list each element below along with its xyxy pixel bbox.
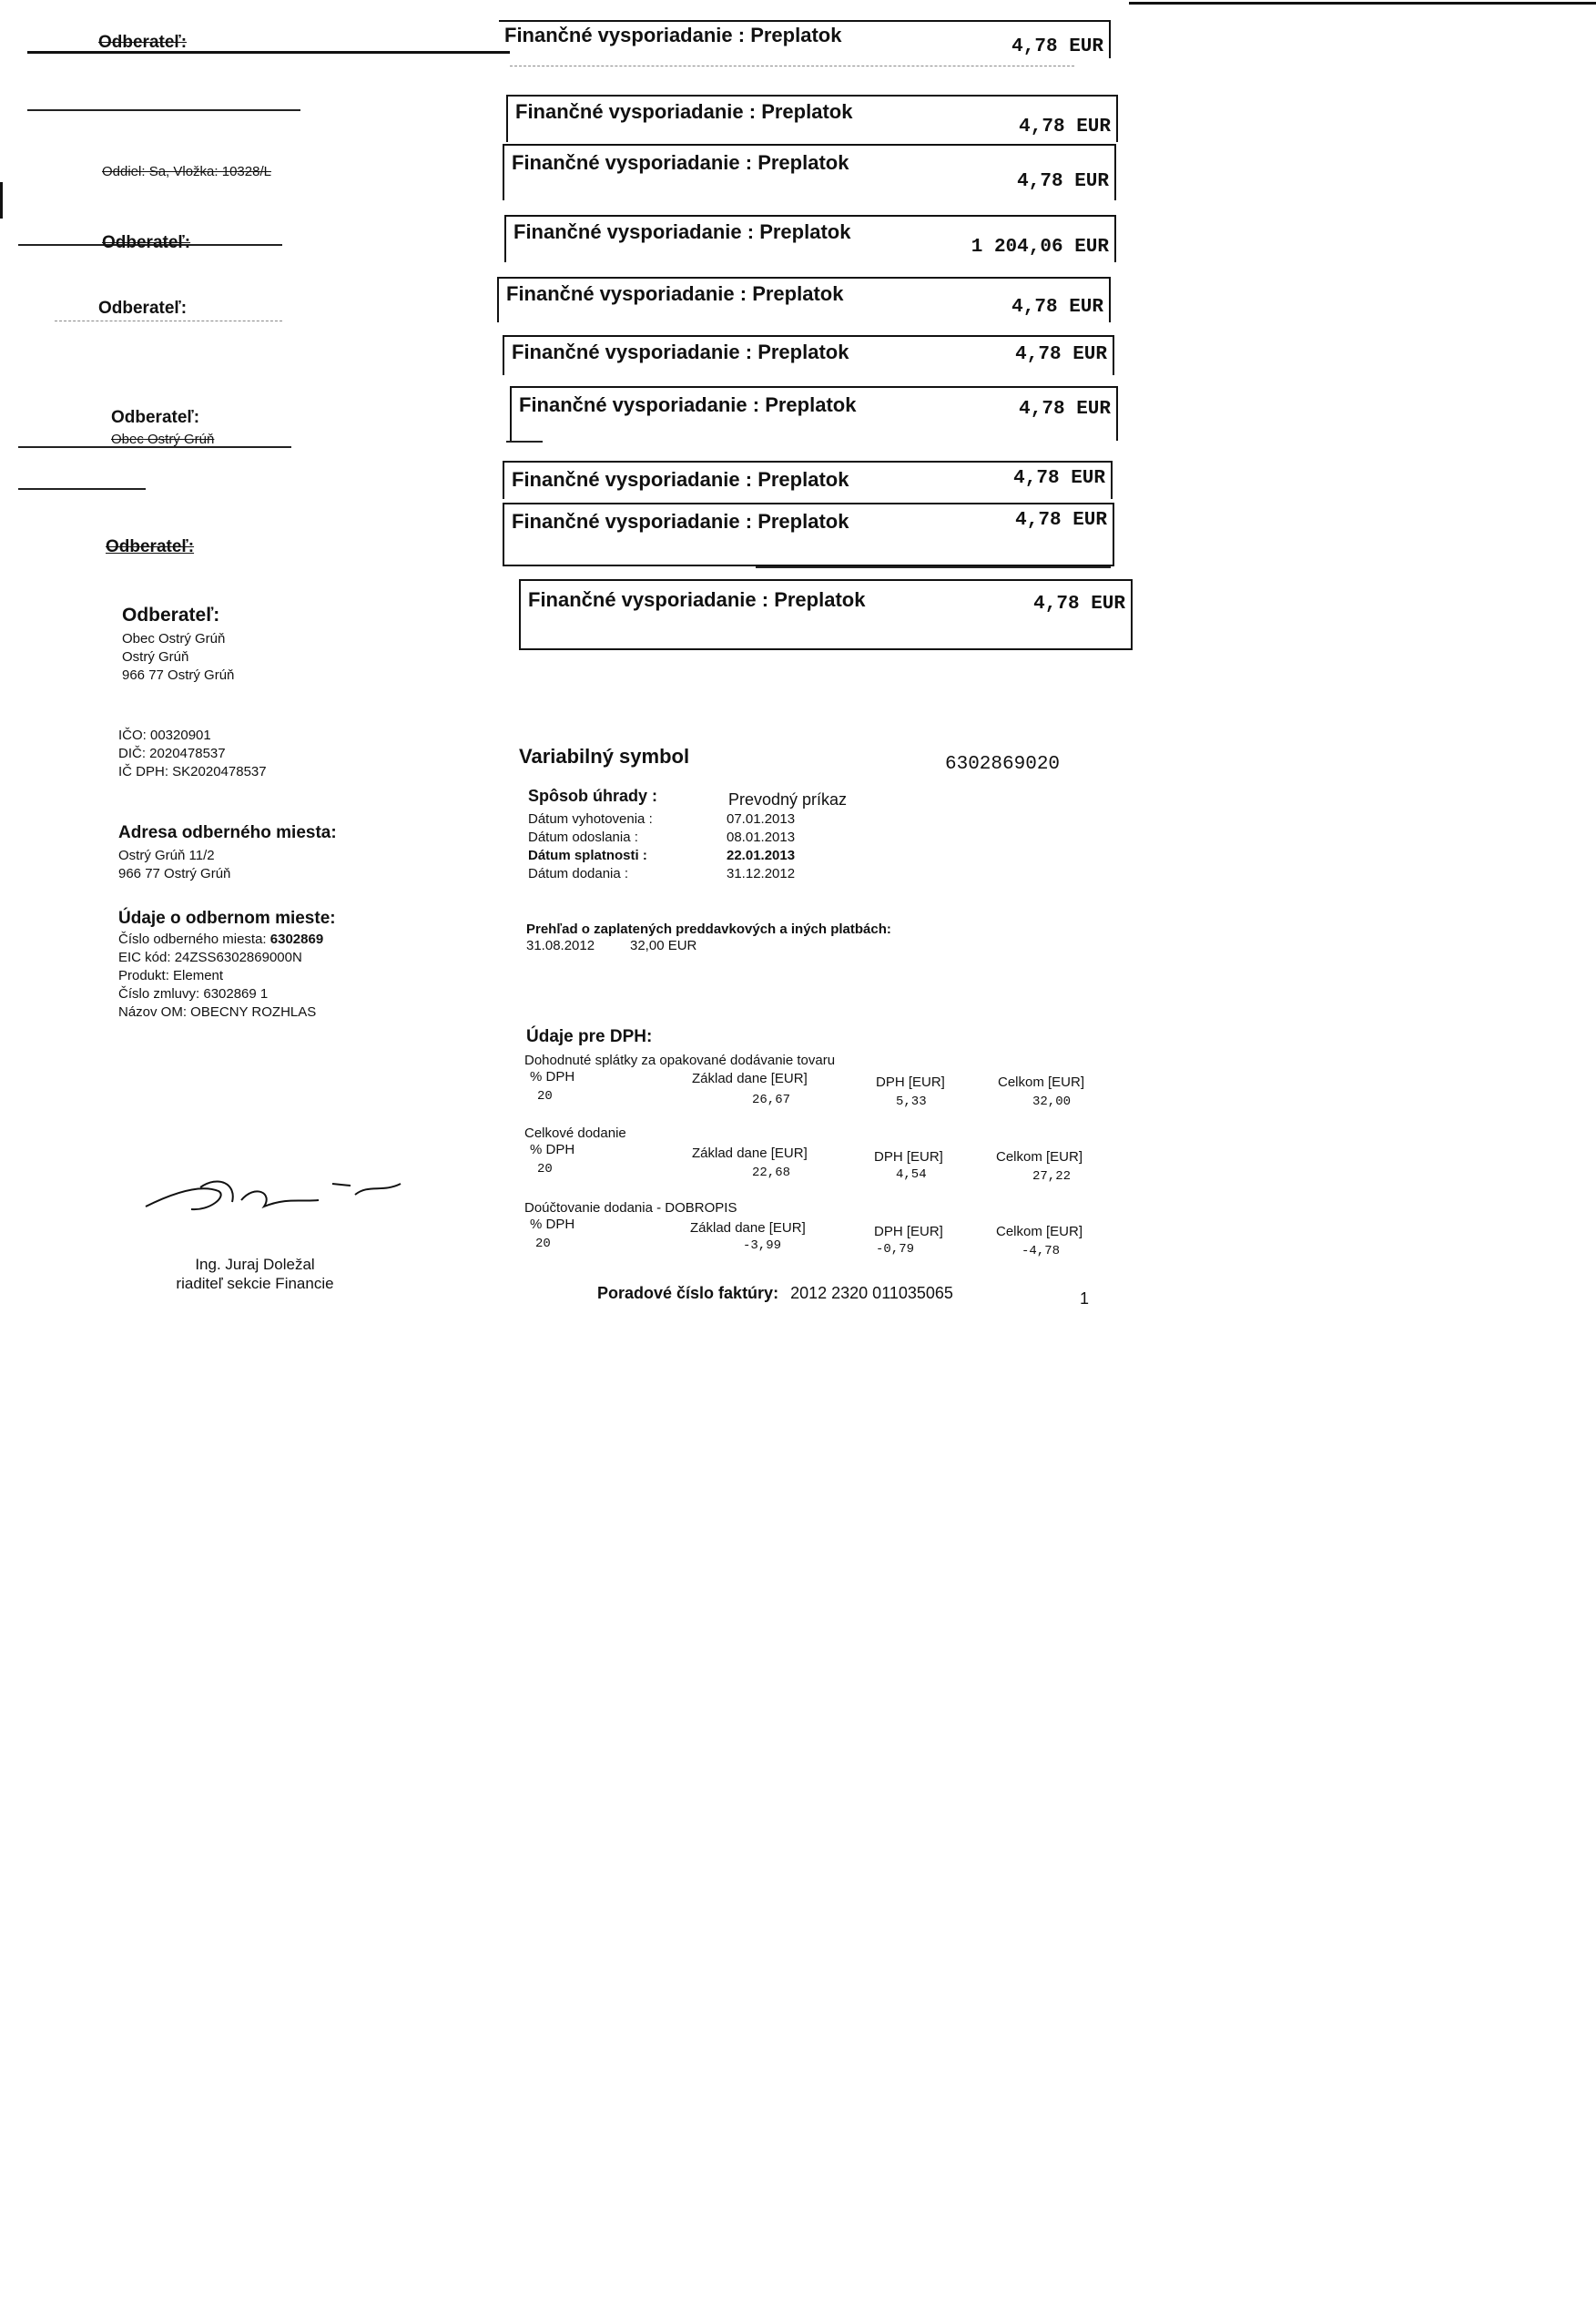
amount-currency: EUR [1071, 468, 1105, 489]
amount-value: 4,78 [1015, 510, 1062, 531]
scan-rule [506, 441, 543, 443]
vat-section-1 [524, 1053, 1125, 1107]
date-value: 07.01.2013 [727, 811, 796, 827]
amount-value: 4,78 [1019, 117, 1065, 137]
dic: DIČ: 2020478537 [118, 746, 226, 761]
contract-number: Číslo zmluvy: 6302869 1 [118, 986, 269, 1002]
settlement-amount [1019, 399, 1111, 420]
settlement-label: Finančné vysporiadanie : Preplatok [512, 468, 849, 491]
settlement-amount [1013, 468, 1105, 489]
amount-currency: EUR [1074, 171, 1109, 192]
vat-base: 26,67 [752, 1093, 791, 1107]
variable-symbol-label: Variabilný symbol [519, 745, 690, 768]
product: Produkt: Element [118, 968, 224, 983]
amount-currency: EUR [1074, 237, 1109, 258]
amount-currency: EUR [1069, 297, 1103, 318]
vat-base-header: Základ dane [EUR] [692, 1071, 808, 1086]
vat-total: 32,00 [1032, 1095, 1072, 1109]
scan-rule [18, 488, 146, 490]
signature-block [146, 1255, 364, 1293]
amount-value: 4,78 [1013, 468, 1060, 489]
eic-code: EIC kód: 24ZSS6302869000N [118, 950, 302, 965]
settlement-box-5 [497, 277, 1111, 322]
delivery-point-heading: Údaje o odbernom mieste: [118, 909, 336, 928]
payment-dates [528, 810, 795, 883]
left-edge-mark [0, 182, 8, 219]
vat-base-header: Základ dane [EUR] [690, 1220, 806, 1236]
settlement-box-1 [499, 20, 1111, 58]
settlement-label: Finančné vysporiadanie : Preplatok [506, 282, 844, 305]
cislo-value: 6302869 [269, 932, 324, 947]
settlement-label: Finančné vysporiadanie : Preplatok [504, 24, 842, 46]
vat-base: 22,68 [752, 1166, 791, 1180]
delivery-point-block [118, 909, 336, 1022]
vat-dph: 4,54 [896, 1167, 927, 1182]
advance-amount: 32,00 EUR [630, 938, 697, 953]
vat-base: -3,99 [743, 1238, 782, 1253]
amount-currency: EUR [1069, 36, 1103, 57]
vat-pct: 20 [537, 1089, 553, 1104]
vat-section-3 [524, 1200, 1125, 1258]
settlement-box-10 [519, 579, 1133, 650]
vat-total-header: Celkom [EUR] [996, 1149, 1083, 1165]
date-label: Dátum dodania : [528, 866, 629, 881]
settlement-box-7 [510, 386, 1118, 441]
settlement-label: Finančné vysporiadanie : Preplatok [512, 510, 849, 533]
customer-line: Obec Ostrý Grúň [122, 631, 226, 647]
amount-value: 4,78 [1019, 399, 1065, 420]
delivery-address-heading: Adresa odberného miesta: [118, 823, 337, 842]
amount-value: 4,78 [1017, 171, 1063, 192]
settlement-label: Finančné vysporiadanie : Preplatok [528, 588, 866, 611]
vat-total: 27,22 [1032, 1169, 1072, 1184]
settlement-amount [1019, 117, 1111, 137]
om-name: Názov OM: OBECNY ROZHLAS [118, 1004, 317, 1020]
signature-mark [137, 1156, 410, 1229]
date-value: 22.01.2013 [727, 848, 796, 863]
vat-pct-header: % DPH [530, 1142, 575, 1157]
settlement-amount [1017, 171, 1109, 192]
settlement-label: Finančné vysporiadanie : Preplatok [512, 151, 849, 174]
payment-date-row [528, 810, 795, 829]
vat-section-2 [524, 1125, 1125, 1184]
ico: IČO: 00320901 [118, 728, 211, 743]
date-value: 08.01.2013 [727, 830, 796, 845]
settlement-label: Finančné vysporiadanie : Preplatok [515, 100, 853, 123]
crossed-odberatel: Odberateľ: [98, 33, 188, 52]
vat-section-title: Dohodnuté splátky za opakované dodávanie tovaru [524, 1053, 836, 1068]
amount-currency: EUR [1091, 594, 1125, 615]
settlement-box-9 [503, 503, 1114, 566]
delivery-address-line: 966 77 Ostrý Grúň [118, 866, 231, 881]
settlement-amount [971, 237, 1109, 258]
customer-block [122, 605, 234, 685]
vat-total-header: Celkom [EUR] [996, 1224, 1083, 1239]
amount-value: 4,78 [1033, 594, 1080, 615]
vat-pct: 20 [537, 1162, 553, 1176]
variable-symbol-value: 6302869020 [945, 754, 1061, 775]
settlement-amount [1011, 36, 1103, 57]
amount-currency: EUR [1076, 399, 1111, 420]
crossed-odberatel: Odberateľ: [102, 233, 191, 252]
invoice-number-label: Poradové číslo faktúry: [597, 1284, 779, 1302]
date-label: Dátum vyhotovenia : [528, 811, 653, 827]
vat-base-header: Základ dane [EUR] [692, 1146, 808, 1161]
settlement-amount [1011, 297, 1103, 318]
vat-pct-header: % DPH [530, 1069, 575, 1085]
payment-date-row [528, 829, 795, 847]
payment-date-row [528, 865, 795, 883]
odberatel-label-faded: Odberateľ: [111, 408, 200, 427]
amount-currency: EUR [1072, 510, 1107, 531]
date-label: Dátum splatnosti : [528, 848, 647, 863]
vat-section-title: Doúčtovanie dodania - DOBROPIS [524, 1200, 737, 1216]
vat-pct-header: % DPH [530, 1217, 575, 1232]
vat-pct: 20 [535, 1237, 551, 1251]
cislo-label: Číslo odberného miesta: [118, 932, 267, 947]
amount-currency: EUR [1072, 344, 1107, 365]
advances-row [526, 938, 891, 954]
delivery-point-cislo [118, 931, 336, 949]
advances-block [526, 922, 891, 954]
payment-date-row [528, 847, 795, 865]
amount-value: 1 204,06 [971, 237, 1063, 258]
advances-heading: Prehľad o zaplatených preddavkových a iných platbách: [526, 922, 891, 937]
invoice-number [597, 1284, 953, 1303]
page-number: 1 [1080, 1289, 1090, 1308]
invoice-number-value: 2012 2320 011035065 [790, 1284, 953, 1302]
ids-block [118, 727, 267, 781]
settlement-label: Finančné vysporiadanie : Preplatok [513, 220, 851, 243]
settlement-box-6 [503, 335, 1114, 375]
amount-value: 4,78 [1015, 344, 1062, 365]
crossed-address: Oddiel: Sa, Vložka: 10328/L [102, 164, 271, 179]
odberatel-label-faded: Odberateľ: [98, 299, 188, 318]
crossed-obec: Obec Ostrý Grúň [111, 432, 215, 447]
signatory-name: Ing. Juraj Doležal [195, 1256, 315, 1273]
amount-currency: EUR [1076, 117, 1111, 137]
ic-dph: IČ DPH: SK2020478537 [118, 764, 267, 779]
vat-dph: -0,79 [876, 1242, 915, 1257]
vat-total: -4,78 [1022, 1244, 1061, 1258]
vat-dph-header: DPH [EUR] [876, 1074, 945, 1090]
date-value: 31.12.2012 [727, 866, 796, 881]
settlement-box-2 [506, 95, 1118, 142]
payment-method-value: Prevodný príkaz [728, 790, 848, 809]
scan-rule [27, 109, 300, 111]
delivery-address-block [118, 823, 337, 883]
crossed-odberatel: Odberateľ: [106, 537, 195, 556]
vat-section-title: Celkové dodanie [524, 1125, 626, 1141]
vat-dph: 5,33 [896, 1095, 927, 1109]
settlement-box-4 [504, 215, 1116, 262]
settlement-amount [1015, 510, 1107, 531]
top-edge-rule [1129, 2, 1596, 5]
vat-total-header: Celkom [EUR] [998, 1074, 1085, 1090]
vat-heading: Údaje pre DPH: [526, 1027, 653, 1046]
date-label: Dátum odoslania : [528, 830, 638, 845]
amount-value: 4,78 [1011, 36, 1058, 57]
payment-method-label: Spôsob úhrady : [528, 787, 658, 805]
settlement-box-8 [503, 461, 1113, 499]
settlement-amount [1033, 594, 1125, 615]
settlement-box-3 [503, 144, 1116, 200]
advance-date: 31.08.2012 [526, 938, 595, 953]
delivery-address-line: Ostrý Grúň 11/2 [118, 848, 215, 863]
vat-dph-header: DPH [EUR] [874, 1149, 943, 1165]
settlement-label: Finančné vysporiadanie : Preplatok [519, 393, 857, 416]
customer-heading: Odberateľ: [122, 605, 220, 626]
vat-dph-header: DPH [EUR] [874, 1224, 943, 1239]
settlement-amount [1015, 344, 1107, 365]
scan-rule [756, 566, 1111, 568]
amount-value: 4,78 [1011, 297, 1058, 318]
customer-line: Ostrý Grúň [122, 649, 189, 665]
customer-line: 966 77 Ostrý Grúň [122, 667, 235, 683]
signatory-title: riaditeľ sekcie Financie [176, 1275, 334, 1292]
settlement-label: Finančné vysporiadanie : Preplatok [512, 341, 849, 363]
